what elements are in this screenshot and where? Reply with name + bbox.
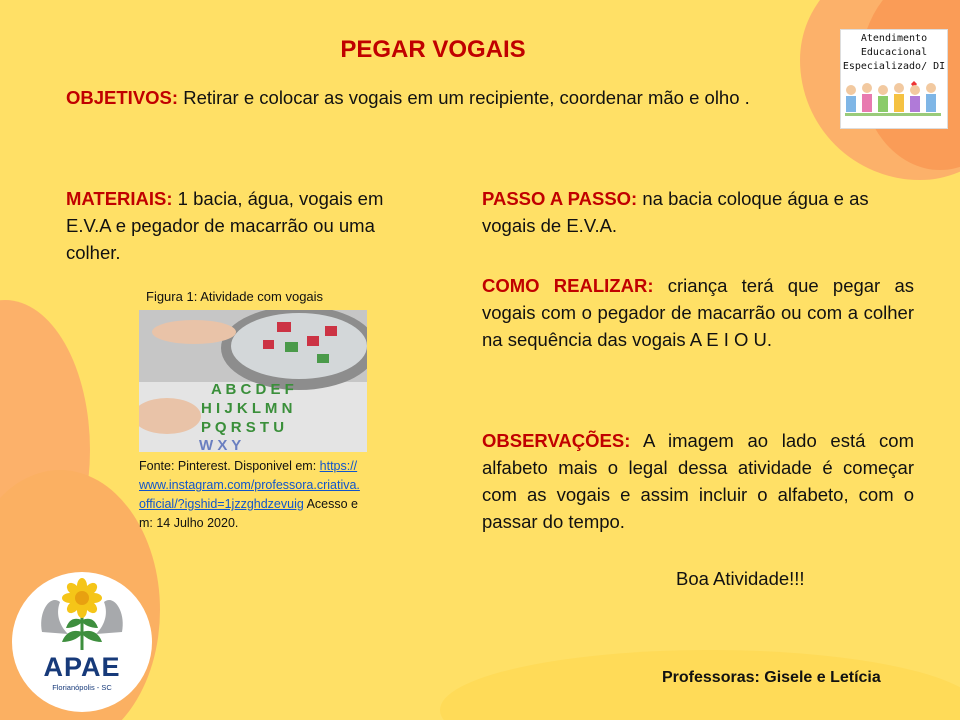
objetivos-label: OBJETIVOS: — [66, 87, 179, 108]
passo-a-passo-label: PASSO A PASSO: — [482, 188, 638, 209]
figure-source — [139, 457, 364, 533]
photo-letters-row2: H I J K L M N — [201, 400, 293, 417]
observacoes-section — [482, 427, 914, 535]
apae-logo — [12, 572, 152, 712]
materiais-section — [66, 185, 428, 266]
photo-letters-row3: P Q R S T U — [201, 419, 285, 436]
como-realizar-label: COMO REALIZAR: — [482, 275, 654, 296]
apae-logo-city: Florianópolis - SC — [52, 683, 112, 692]
activity-photo-illustration — [139, 310, 367, 452]
flower-hands-icon — [12, 572, 152, 656]
aee-logo-line2: Educacional — [860, 47, 928, 58]
objetivos-text: Retirar e colocar as vogais em um recipiente, coordenar mão e olho . — [178, 87, 750, 108]
photo-letters-row4: W X Y — [199, 437, 242, 452]
apae-logo-name: APAE — [43, 652, 121, 682]
observacoes-label: OBSERVAÇÕES: — [482, 430, 631, 451]
observacoes-text: A imagem ao lado está com alfabeto mais o legal dessa atividade é começar com as vogais e assim incluir o alfabeto, com o passar do tempo. — [482, 430, 914, 532]
figure-caption: Figura 1: Atividade com vogais — [146, 289, 324, 304]
como-realizar-text: criança terá que pegar as vogais com o pegador de macarrão ou com a colher na sequência das vogais A E I O U. — [482, 275, 915, 350]
como-realizar-section — [482, 272, 914, 353]
aee-logo-line1: Atendimento — [860, 33, 928, 44]
materiais-label: MATERIAIS: — [66, 188, 173, 209]
source-suffix: Acesso em: 14 Julho 2020. — [139, 497, 359, 530]
source-link[interactable]: https://www.instagram.com/professora.criativa.official/?igshid=1jzzghdzevuig — [139, 459, 360, 511]
activity-photo — [139, 310, 367, 452]
aee-logo-line3: Especializado/ DI — [842, 61, 946, 72]
passo-a-passo-text: na bacia coloque água e as vogais de E.V.A. — [482, 188, 869, 236]
objetivos-section — [66, 84, 764, 111]
source-prefix: Fonte: Pinterest. Disponivel em: — [139, 459, 320, 473]
materiais-text: 1 bacia, água, vogais em E.V.A e pegador de macarrão ou uma colher. — [66, 188, 384, 263]
aee-logo-text — [841, 32, 947, 74]
photo-letters-row1: A B C D E F — [211, 381, 294, 398]
page-title: PEGAR VOGAIS — [340, 36, 526, 63]
children-drawing-icon — [841, 76, 947, 126]
aee-logo — [840, 29, 948, 129]
professoras-text: Professoras: Gisele e Letícia — [662, 669, 881, 686]
passo-a-passo-section — [482, 185, 912, 239]
closing-text: Boa Atividade!!! — [676, 568, 805, 589]
